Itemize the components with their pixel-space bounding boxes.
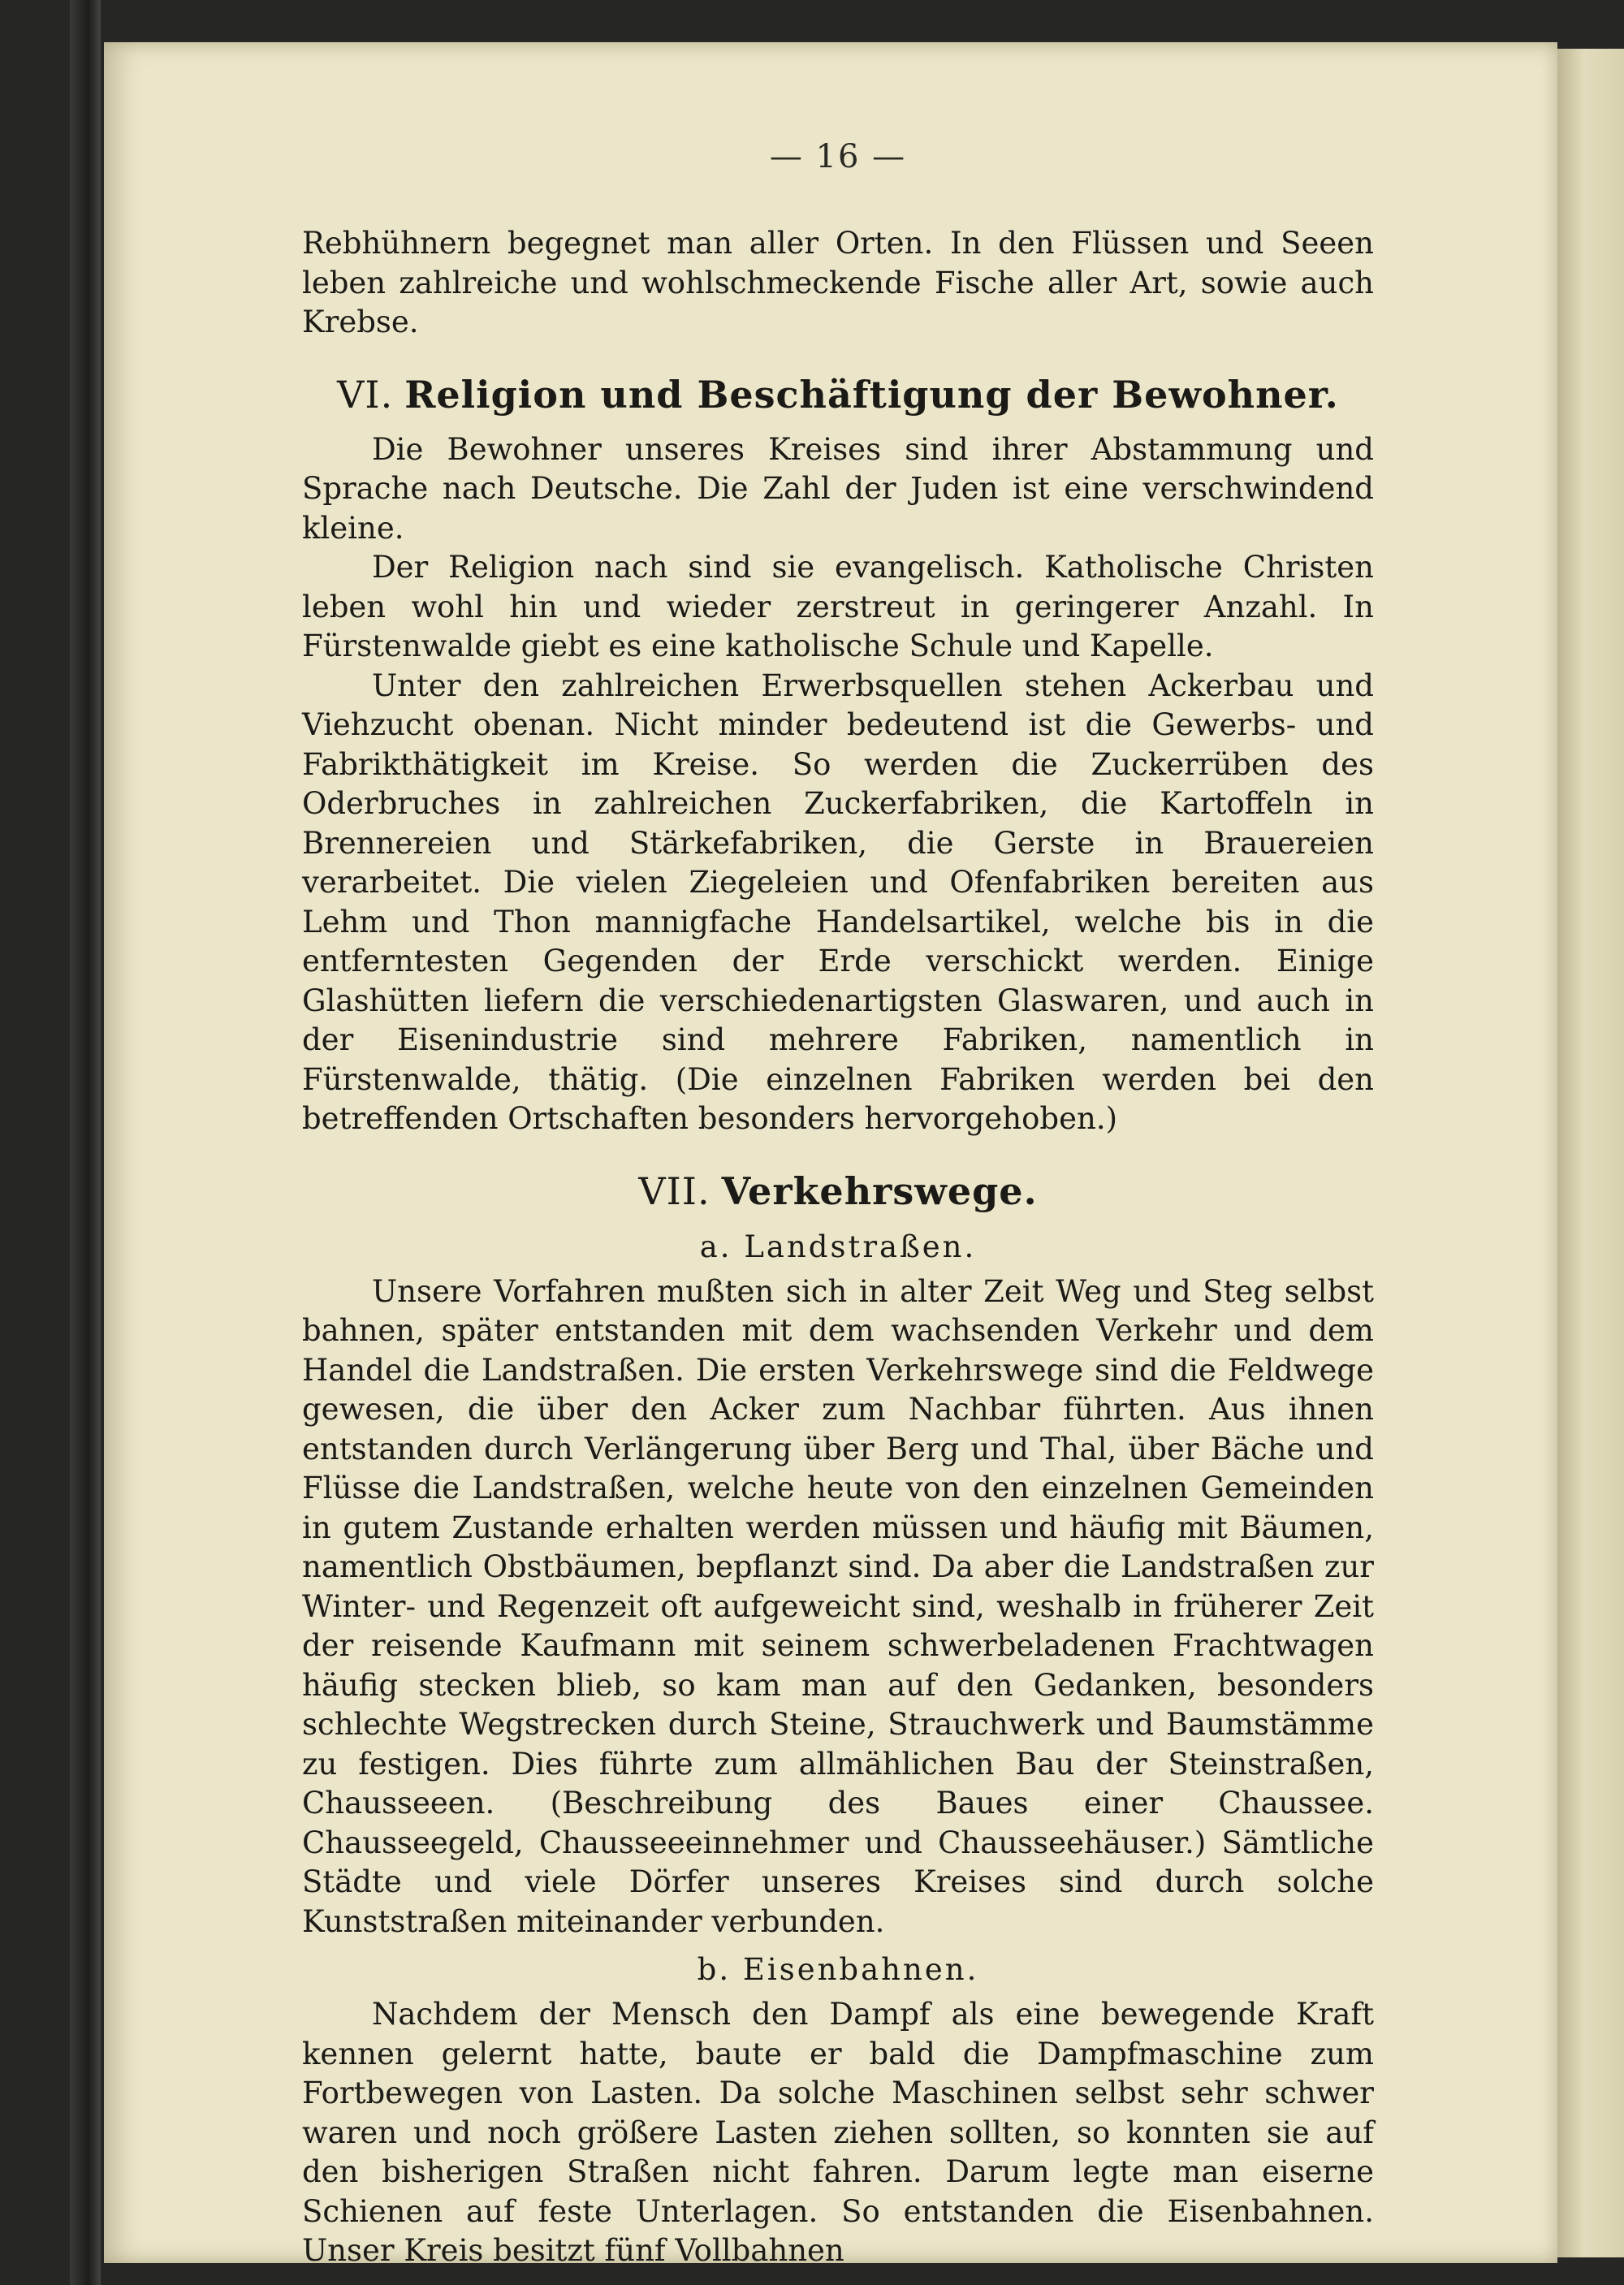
subsection-b-heading: b. Eisenbahnen. [697,1952,979,1987]
intro-paragraph: Rebhühnern begegnet man aller Orten. In den Flüssen und Seeen leben zahlreiche und wohlschmeckende Fische aller Art, sowie auch Krebse. [302,226,1374,339]
section-7-heading [302,1167,1374,1216]
subsection-a-paragraph: Unsere Vorfahren mußten sich in alter Zeit Weg und Steg selbst bahnen, später entstanden mit dem wachsenden Verkehr und dem Handel die Landstraßen. Die ersten Verkehrswege sind die Feldwege gewesen, die über den Acker zum Nachbar führten. Aus ihnen entstanden durch Verlängerung über Berg und Thal, über Bäche und Flüsse die Landstraßen, welche heute von den einzelnen Gemeinden in gutem Zustande erhalten werden müssen und häufig mit Bäumen, namentlich Obstbäumen, bepflanzt sind. Da aber die Landstraßen zur Winter- und Regenzeit oft aufgeweicht sind, weshalb in früherer Zeit der reisende Kaufmann mit seinem schwerbeladenen Frachtwagen häufig stecken blieb, so kam man auf den Gedanken, besonders schlechte Wegstrecken durch Steine, Strauchwerk und Baumstämme zu festigen. Dies führte zum allmählichen Bau der Steinstraßen, Chausseeen. (Beschreibung des Baues einer Chaussee. Chausseegeld, Chausseeeinnehmer und Chausseehäuser.) Sämtliche Städte und viele Dörfer unseres Kreises sind durch solche Kunststraßen miteinander verbunden. [302,1273,1374,1939]
section-6-number: VI. [337,372,394,417]
section-6-paragraph-3: Unter den zahlreichen Erwerbsquellen stehen Ackerbau und Viehzucht obenan. Nicht minder bedeutend ist die Gewerbs- und Fabrikthätigkeit im Kreise. So werden die Zuckerrüben des Oderbruches in zahlreichen Zuckerfabriken, die Kartoffeln in Brennereien und Stärkefabriken, die Gerste in Brauereien verarbeitet. Die vielen Ziegeleien und Ofenfabriken bereiten aus Lehm und Thon mannigfache Handelsartikel, welche bis in die entferntesten Gegenden der Erde verschickt werden. Einige Glashütten liefern die verschiedenartigsten Glaswaren, und auch in der Eisenindustrie sind mehrere Fabriken, namentlich in Fürstenwalde, thätig. (Die einzelnen Fabriken werden bei den betreffenden Ortschaften besonders hervorgehoben.) [302,667,1374,1136]
section-7-number: VII. [638,1168,710,1213]
page-number: — 16 — [769,138,907,175]
subsection-a-heading: a. Landstraßen. [699,1229,977,1264]
section-6-heading [302,370,1374,419]
section-6-title: Religion und Beschäftigung der Bewohner. [404,372,1339,417]
next-page-edge [1557,49,1624,2257]
book-spine-edge [70,0,101,2285]
section-7-title: Verkehrswege. [721,1168,1038,1213]
subsection-b-paragraph: Nachdem der Mensch den Dampf als eine bewegende Kraft kennen gelernt hatte, baute er bald die Dampfmaschine zum Fortbewegen von Lasten. Da solche Maschinen selbst sehr schwer waren und noch größere Lasten ziehen sollten, so konnten sie auf den bisherigen Straßen nicht fahren. Darum legte man eiserne Schienen auf feste Unterlagen. So entstanden die Eisenbahnen. Unser Kreis besitzt fünf Vollbahnen [302,1997,1374,2268]
section-6-paragraph-2: Der Religion nach sind sie evangelisch. Katholische Christen leben wohl hin und wieder zerstreut in geringerer Anzahl. In Fürstenwalde giebt es eine katholische Schule und Kapelle. [302,550,1374,663]
section-6-paragraph-1: Die Bewohner unseres Kreises sind ihrer Abstammung und Sprache nach Deutsche. Die Zahl der Juden ist eine verschwindend kleine. [302,431,1374,546]
page-content [302,138,1374,2271]
